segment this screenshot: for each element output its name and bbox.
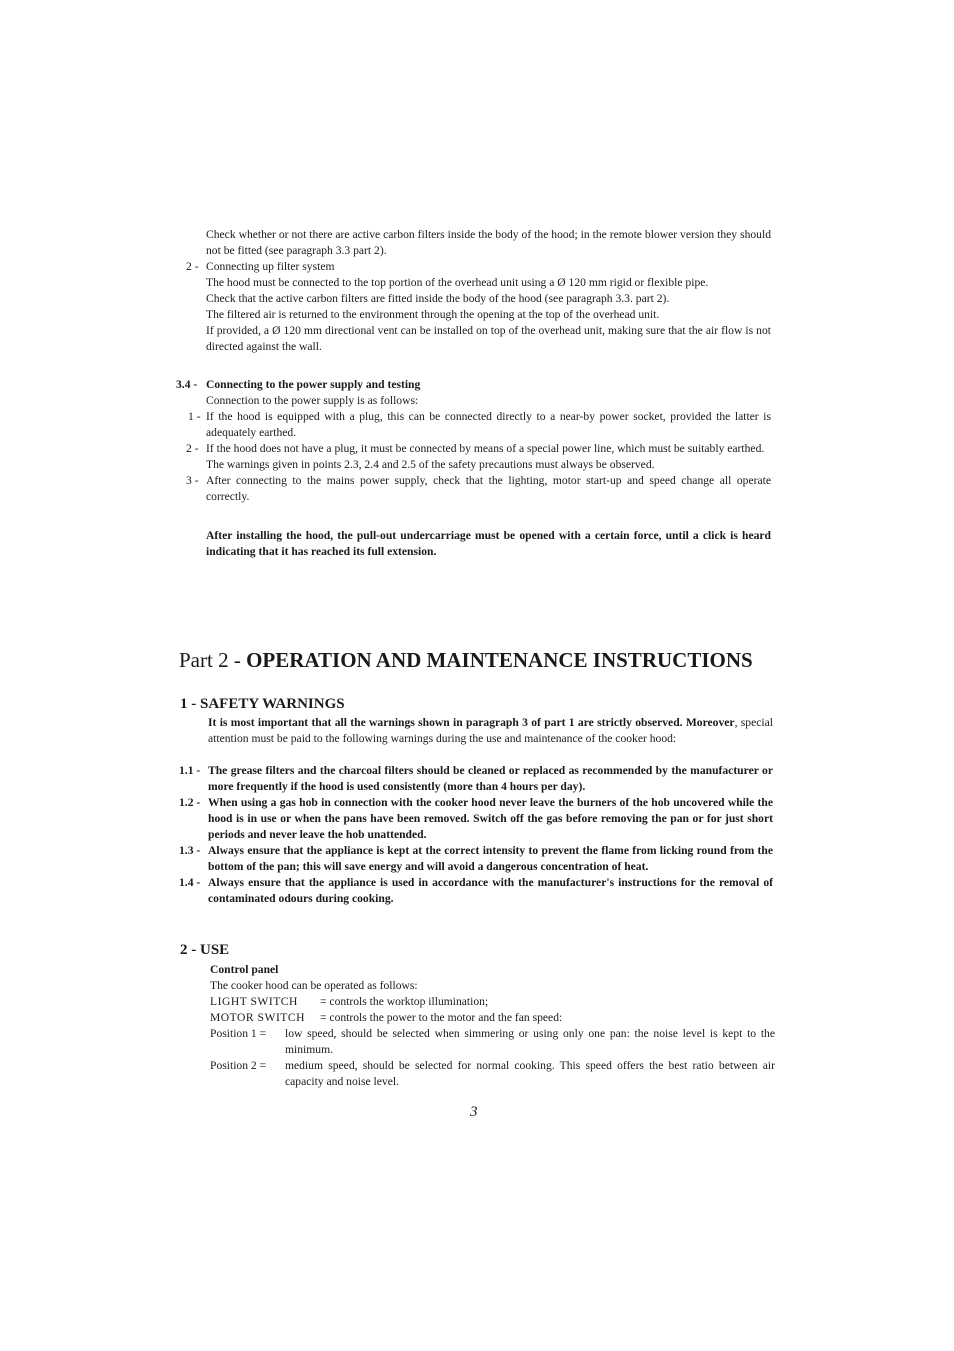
list-item: 2 - If the hood does not have a plug, it must be connected by means of a special power line, which must be suitably earthed.	[186, 442, 765, 455]
list-item: 1.3 - Always ensure that the appliance is kept at the correct intensity to prevent the flame from licking round from the bottom of the pan; this will save energy and will avoid a dangerous concentration of heat.	[179, 844, 773, 873]
item-paragraph: If provided, a Ø 120 mm directional vent can be installed on top of the overhead unit, making sure that the air flow is not directed against the wall.	[206, 324, 771, 353]
item-paragraph: The hood must be connected to the top portion of the overhead unit using a Ø 120 mm rigid or flexible pipe.	[206, 276, 709, 289]
safety-intro: It is most important that all the warnings shown in paragraph 3 of part 1 are strictly observed. Moreover, special attention must be paid to the following warnings during the use and maintenance of the cooker hood:	[208, 716, 773, 745]
list-item: 1.2 - When using a gas hob in connection with the cooker hood never leave the burners of the hob uncovered while the hood is in use or when the pans have been removed. Switch off the gas before removing the pan or for just short periods and never leave the hob unattended.	[179, 796, 773, 841]
list-item: 1 - If the hood is equipped with a plug, this can be connected directly to a near-by power socket, provided the latter is adequately earthed.	[188, 410, 771, 439]
use-intro: The cooker hood can be operated as follows:	[210, 979, 418, 992]
use-heading: 2 - USE	[180, 942, 230, 958]
motor-switch-row: MOTOR SWITCH = controls the power to the motor and the fan speed:	[210, 1011, 563, 1024]
item-number: 2 -	[186, 260, 199, 273]
installation-note: After installing the hood, the pull-out undercarriage must be opened with a certain force, until a click is heard indicating that it has reached its full extension.	[206, 529, 771, 558]
list-item: 1.1 - The grease filters and the charcoal filters should be cleaned or replaced as recommended by the manufacturer or more frequently if the hood is used consistently (more than 4 hours per day).	[179, 764, 773, 793]
intro-paragraph: Check whether or not there are active carbon filters inside the body of the hood; in the remote blower version they should not be fitted (see paragraph 3.3 part 2).	[206, 228, 771, 257]
safety-heading: 1 - SAFETY WARNINGS	[180, 696, 345, 712]
filter-system-item	[186, 259, 771, 355]
list-item: The warnings given in points 2.3, 2.4 and 2.5 of the safety precautions must always be observed.	[206, 458, 655, 471]
section-intro: Connection to the power supply is as follows:	[206, 394, 419, 407]
section-power-supply	[176, 377, 771, 505]
item-paragraph: Check that the active carbon filters are fitted inside the body of the hood (see paragraph 3.3. part 2).	[206, 292, 670, 305]
position-2-row: Position 2 = medium speed, should be selected for normal cooking. This speed offers the best ratio between air capacity and noise level.	[210, 1059, 775, 1088]
control-panel-subheading: Control panel	[210, 963, 279, 976]
safety-list	[179, 763, 773, 907]
part-title: Part 2 - OPERATION AND MAINTENANCE INSTRUCTIONS	[179, 648, 753, 672]
item-title: Connecting up filter system	[206, 260, 335, 273]
page-number: 3	[470, 1104, 478, 1120]
use-section	[210, 962, 775, 1090]
list-item: 1.4 - Always ensure that the appliance is used in accordance with the manufacturer's instructions for the removal of contaminated odours during cooking.	[179, 876, 773, 905]
light-switch-row: LIGHT SWITCH = controls the worktop illumination;	[210, 995, 489, 1008]
item-paragraph: The filtered air is returned to the environment through the opening at the top of the overhead unit.	[206, 308, 660, 321]
list-item: 3 - After connecting to the mains power supply, check that the lighting, motor start-up and speed change all operate correctly.	[186, 474, 771, 503]
position-1-row: Position 1 = low speed, should be selected when simmering or using only one pan: the noise level is kept to the minimum.	[210, 1027, 775, 1056]
section-heading: 3.4 - Connecting to the power supply and testing	[176, 378, 421, 391]
